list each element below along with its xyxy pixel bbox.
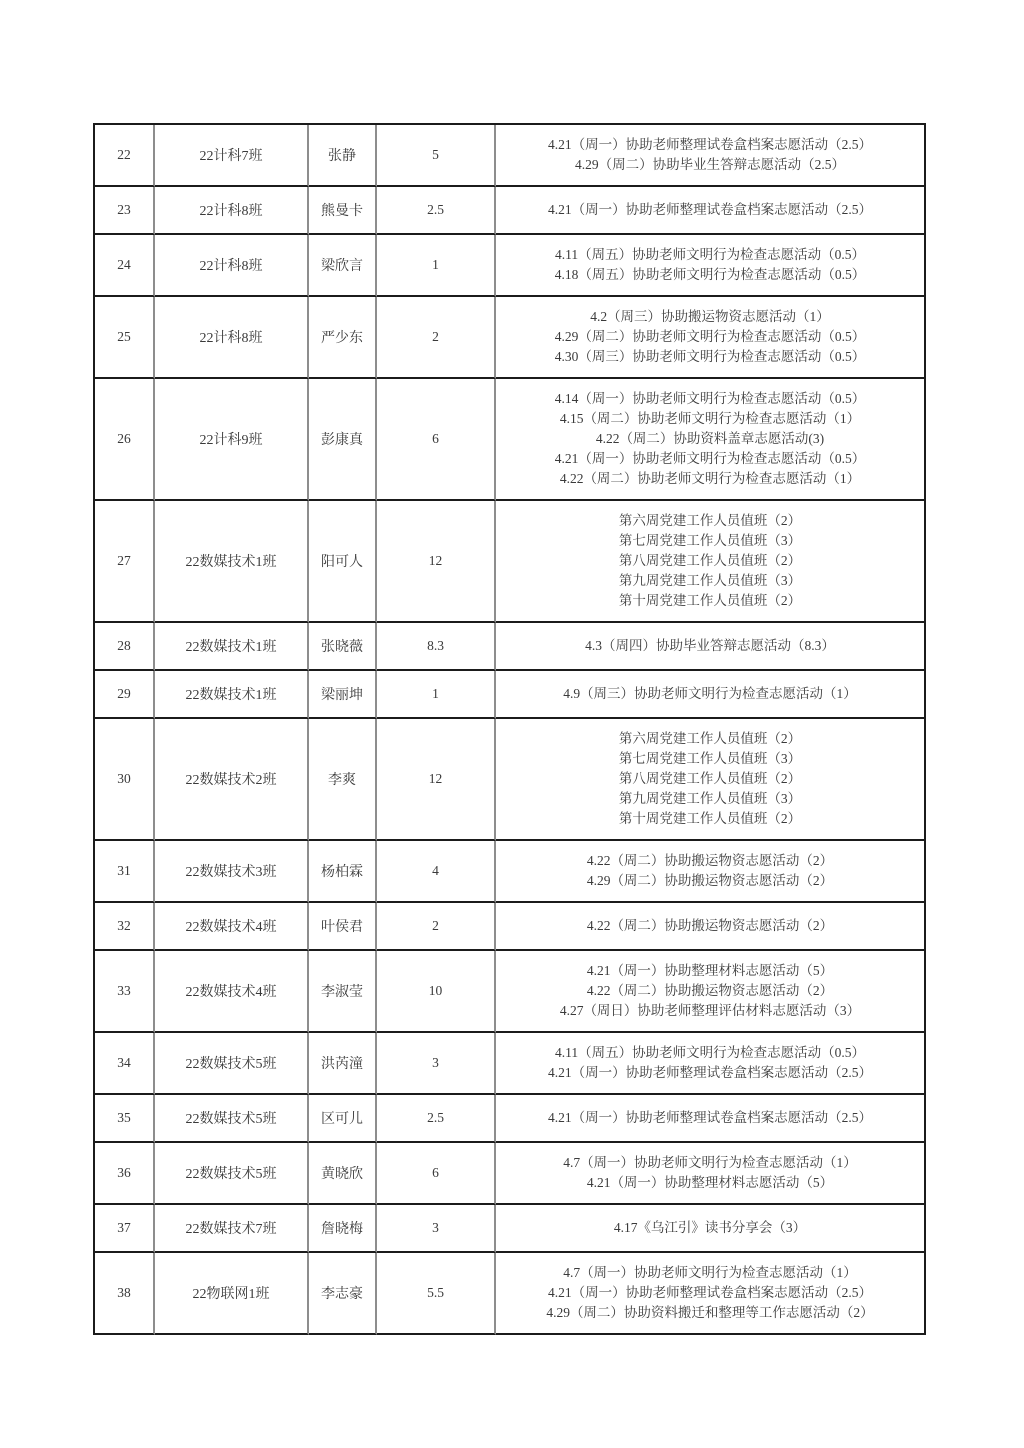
serial-number-cell: 31 (95, 841, 155, 903)
activity-line: 4.14（周一）协助老师文明行为检查志愿活动（0.5） (554, 391, 866, 406)
activity-line: 4.22（周二）协助老师文明行为检查志愿活动（1） (559, 471, 861, 486)
student-name-cell: 李淑莹 (309, 951, 377, 1033)
activity-line: 4.29（周二）协助搬运物资志愿活动（2） (586, 873, 834, 888)
activity-detail-cell (496, 1253, 926, 1335)
student-name-cell: 李爽 (309, 719, 377, 841)
table-row (95, 1033, 926, 1095)
table-row (95, 125, 926, 187)
activity-line: 4.11（周五）协助老师文明行为检查志愿活动（0.5） (555, 247, 865, 262)
activity-line: 4.22（周二）协助搬运物资志愿活动（2） (586, 918, 834, 933)
activity-detail-cell (496, 719, 926, 841)
total-hours-cell: 6 (377, 1143, 496, 1205)
student-name-cell: 李志豪 (309, 1253, 377, 1335)
table-row (95, 1253, 926, 1335)
activity-line: 4.11（周五）协助老师文明行为检查志愿活动（0.5） (555, 1045, 865, 1060)
total-hours-cell: 12 (377, 719, 496, 841)
student-name-cell: 张晓薇 (309, 623, 377, 671)
class-name-cell: 22数媒技术1班 (155, 671, 309, 719)
class-name-cell: 22数媒技术7班 (155, 1205, 309, 1253)
activity-detail-cell (496, 951, 926, 1033)
activity-line: 第十周党建工作人员值班（2） (618, 593, 802, 608)
table-row (95, 671, 926, 719)
activity-line: 4.27（周日）协助老师整理评估材料志愿活动（3） (559, 1003, 861, 1018)
student-name-cell: 彭康真 (309, 379, 377, 501)
activity-detail-cell (496, 1033, 926, 1095)
activity-line: 第六周党建工作人员值班（2） (618, 513, 802, 528)
activity-detail-cell (496, 501, 926, 623)
class-name-cell: 22数媒技术5班 (155, 1033, 309, 1095)
activity-line: 4.21（周一）协助整理材料志愿活动（5） (586, 963, 834, 978)
activity-line: 4.9（周三）协助老师文明行为检查志愿活动（1） (563, 686, 857, 701)
class-name-cell: 22计科8班 (155, 187, 309, 235)
serial-number-cell: 26 (95, 379, 155, 501)
table-row (95, 501, 926, 623)
student-name-cell: 黄晓欣 (309, 1143, 377, 1205)
activity-detail-cell (496, 671, 926, 719)
class-name-cell: 22计科8班 (155, 297, 309, 379)
total-hours-cell: 1 (377, 235, 496, 297)
table-row (95, 1095, 926, 1143)
student-name-cell: 詹晓梅 (309, 1205, 377, 1253)
table-row (95, 235, 926, 297)
student-name-cell: 区可儿 (309, 1095, 377, 1143)
activity-line: 第七周党建工作人员值班（3） (618, 533, 802, 548)
class-name-cell: 22数媒技术2班 (155, 719, 309, 841)
activity-line: 4.18（周五）协助老师文明行为检查志愿活动（0.5） (554, 267, 866, 282)
activity-line: 第八周党建工作人员值班（2） (618, 553, 802, 568)
serial-number-cell: 27 (95, 501, 155, 623)
table-row (95, 841, 926, 903)
activity-line: 4.21（周一）协助老师整理试卷盒档案志愿活动（2.5） (548, 1285, 872, 1300)
activity-line: 4.3（周四）协助毕业答辩志愿活动（8.3） (585, 638, 835, 653)
class-name-cell: 22数媒技术4班 (155, 951, 309, 1033)
total-hours-cell: 2 (377, 903, 496, 951)
activity-line: 4.21（周一）协助老师整理试卷盒档案志愿活动（2.5） (548, 1065, 872, 1080)
activity-line: 4.29（周二）协助毕业生答辩志愿活动（2.5） (575, 157, 845, 172)
total-hours-cell: 4 (377, 841, 496, 903)
serial-number-cell: 30 (95, 719, 155, 841)
student-name-cell: 洪芮潼 (309, 1033, 377, 1095)
student-name-cell: 张静 (309, 125, 377, 187)
class-name-cell: 22计科7班 (155, 125, 309, 187)
class-name-cell: 22数媒技术5班 (155, 1095, 309, 1143)
class-name-cell: 22物联网1班 (155, 1253, 309, 1335)
activity-line: 第七周党建工作人员值班（3） (618, 751, 802, 766)
activity-line: 第九周党建工作人员值班（3） (618, 791, 802, 806)
activity-detail-cell (496, 1143, 926, 1205)
total-hours-cell: 8.3 (377, 623, 496, 671)
activity-line: 4.7（周一）协助老师文明行为检查志愿活动（1） (563, 1265, 857, 1280)
serial-number-cell: 33 (95, 951, 155, 1033)
serial-number-cell: 38 (95, 1253, 155, 1335)
total-hours-cell: 2 (377, 297, 496, 379)
serial-number-cell: 28 (95, 623, 155, 671)
activity-line: 4.7（周一）协助老师文明行为检查志愿活动（1） (563, 1155, 857, 1170)
activity-line: 第九周党建工作人员值班（3） (618, 573, 802, 588)
activity-line: 4.30（周三）协助老师文明行为检查志愿活动（0.5） (554, 349, 866, 364)
student-name-cell: 熊曼卡 (309, 187, 377, 235)
activity-line: 第十周党建工作人员值班（2） (618, 811, 802, 826)
activity-line: 4.17《乌江引》读书分享会（3） (613, 1220, 807, 1235)
activity-line: 4.21（周一）协助老师整理试卷盒档案志愿活动（2.5） (548, 202, 872, 217)
table-row (95, 297, 926, 379)
table-row (95, 379, 926, 501)
class-name-cell: 22数媒技术1班 (155, 501, 309, 623)
class-name-cell: 22数媒技术3班 (155, 841, 309, 903)
activity-line: 4.22（周二）协助资料盖章志愿活动(3) (595, 431, 825, 446)
table-row (95, 903, 926, 951)
activity-detail-cell (496, 903, 926, 951)
total-hours-cell: 5 (377, 125, 496, 187)
activity-detail-cell (496, 1095, 926, 1143)
total-hours-cell: 3 (377, 1033, 496, 1095)
serial-number-cell: 37 (95, 1205, 155, 1253)
total-hours-cell: 12 (377, 501, 496, 623)
activity-line: 4.15（周二）协助老师文明行为检查志愿活动（1） (559, 411, 861, 426)
activity-line: 第八周党建工作人员值班（2） (618, 771, 802, 786)
table-row (95, 1143, 926, 1205)
activity-line: 4.29（周二）协助老师文明行为检查志愿活动（0.5） (554, 329, 866, 344)
activity-line: 4.29（周二）协助资料搬迁和整理等工作志愿活动（2） (546, 1305, 874, 1320)
student-name-cell: 梁欣言 (309, 235, 377, 297)
student-name-cell: 杨柏霖 (309, 841, 377, 903)
total-hours-cell: 2.5 (377, 1095, 496, 1143)
activity-line: 4.2（周三）协助搬运物资志愿活动（1） (590, 309, 830, 324)
class-name-cell: 22数媒技术4班 (155, 903, 309, 951)
total-hours-cell: 6 (377, 379, 496, 501)
activity-detail-cell (496, 235, 926, 297)
activity-line: 4.22（周二）协助搬运物资志愿活动（2） (586, 853, 834, 868)
table-row (95, 1205, 926, 1253)
serial-number-cell: 25 (95, 297, 155, 379)
class-name-cell: 22计科9班 (155, 379, 309, 501)
activity-line: 4.21（周一）协助整理材料志愿活动（5） (586, 1175, 834, 1190)
activity-line: 4.22（周二）协助搬运物资志愿活动（2） (586, 983, 834, 998)
serial-number-cell: 24 (95, 235, 155, 297)
class-name-cell: 22计科8班 (155, 235, 309, 297)
volunteer-activity-table (93, 123, 926, 1335)
total-hours-cell: 5.5 (377, 1253, 496, 1335)
serial-number-cell: 23 (95, 187, 155, 235)
activity-detail-cell (496, 297, 926, 379)
class-name-cell: 22数媒技术1班 (155, 623, 309, 671)
student-name-cell: 阳可人 (309, 501, 377, 623)
activity-line: 4.21（周一）协助老师文明行为检查志愿活动（0.5） (554, 451, 866, 466)
serial-number-cell: 22 (95, 125, 155, 187)
table-row (95, 187, 926, 235)
total-hours-cell: 1 (377, 671, 496, 719)
serial-number-cell: 34 (95, 1033, 155, 1095)
serial-number-cell: 35 (95, 1095, 155, 1143)
serial-number-cell: 29 (95, 671, 155, 719)
class-name-cell: 22数媒技术5班 (155, 1143, 309, 1205)
activity-line: 第六周党建工作人员值班（2） (618, 731, 802, 746)
student-name-cell: 严少东 (309, 297, 377, 379)
total-hours-cell: 10 (377, 951, 496, 1033)
student-name-cell: 叶侯君 (309, 903, 377, 951)
serial-number-cell: 36 (95, 1143, 155, 1205)
activity-detail-cell (496, 1205, 926, 1253)
activity-detail-cell (496, 125, 926, 187)
table-row (95, 951, 926, 1033)
activity-detail-cell (496, 379, 926, 501)
table-row (95, 623, 926, 671)
activity-detail-cell (496, 187, 926, 235)
activity-line: 4.21（周一）协助老师整理试卷盒档案志愿活动（2.5） (548, 137, 872, 152)
total-hours-cell: 3 (377, 1205, 496, 1253)
total-hours-cell: 2.5 (377, 187, 496, 235)
serial-number-cell: 32 (95, 903, 155, 951)
activity-detail-cell (496, 841, 926, 903)
table-row (95, 719, 926, 841)
student-name-cell: 梁丽坤 (309, 671, 377, 719)
activity-line: 4.21（周一）协助老师整理试卷盒档案志愿活动（2.5） (548, 1110, 872, 1125)
activity-detail-cell (496, 623, 926, 671)
table-body (95, 125, 926, 1335)
